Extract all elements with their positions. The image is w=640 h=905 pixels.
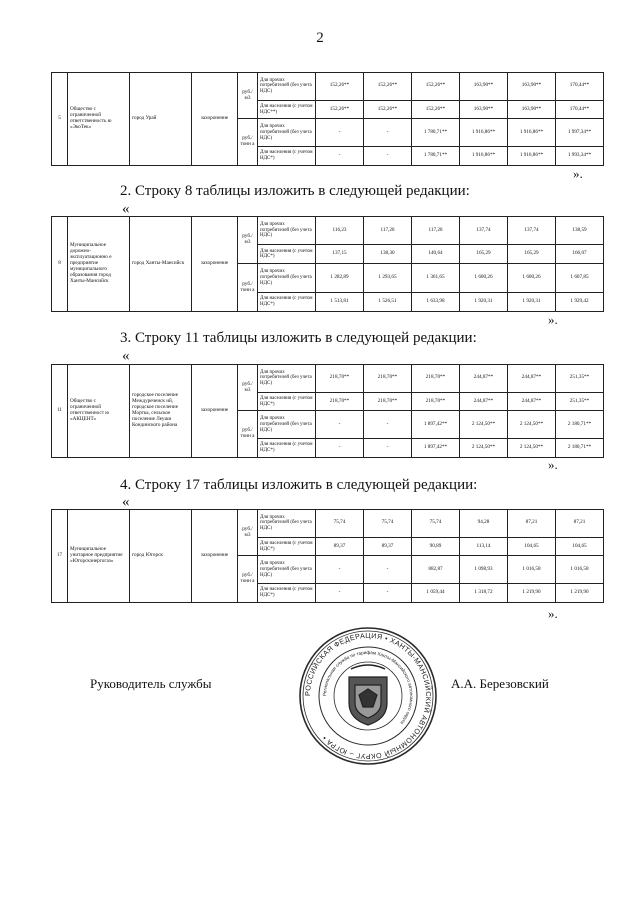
tariff-value-cell: 104,65 [508,537,556,556]
table-row [52,510,604,538]
tariff-value-cell: 251,35** [556,365,604,393]
tariff-value-cell: 163,90** [508,73,556,101]
tariff-value-cell: - [316,147,364,166]
tariff-value-cell: - [364,411,412,439]
tariff-table-row-5 [51,72,604,166]
unit-cell: руб./ тонн а [238,119,258,166]
territory-cell: город Урай [130,73,192,166]
tariff-value-cell: 1 600,26 [508,264,556,292]
row-number-cell: 17 [52,510,68,603]
tariff-value-cell: 1 916,86** [508,119,556,147]
tariff-value-cell: 244,87** [508,365,556,393]
activity-cell: захоронение [192,510,238,603]
tariff-value-cell: - [364,119,412,147]
tariff-value-cell: 1 513,81 [316,292,364,311]
consumer-category-cell: Для населения (с учетом НДС*) [258,292,316,311]
tariff-value-cell: 2 124,50** [460,411,508,439]
table-row [52,217,604,245]
tariff-value-cell: 218,70** [412,365,460,393]
tariff-value-cell: 140,64 [412,245,460,264]
tariff-value-cell: 1 897,42** [412,439,460,458]
tariff-value-cell: 218,70** [412,392,460,411]
tariff-value-cell: 170,44** [556,100,604,119]
tariff-value-cell: 152,26** [364,100,412,119]
tariff-value-cell: 75,74 [364,510,412,538]
tariff-value-cell: - [316,411,364,439]
tariff-value-cell: 1 098,93 [460,556,508,584]
tariff-value-cell: 1 361,65 [412,264,460,292]
heading-row-17: 4. Строку 17 таблицы изложить в следующей редакции: [120,477,478,493]
tariff-value-cell: 138,30 [364,245,412,264]
closing-quote-4: ». [548,606,558,621]
tariff-value-cell: 1 016,58 [508,556,556,584]
tariff-value-cell: 152,26** [364,73,412,101]
activity-cell: захоронение [192,365,238,458]
tariff-value-cell: 1 997,34** [556,119,604,147]
table-row [52,73,604,101]
organization-cell: Общество с ограниченной ответственност ю «АКЦЕНТ» [68,365,130,458]
consumer-category-cell: Для прочих потребителей (без учета НДС) [258,510,316,538]
territory-cell: город Ханты-Мансийск [130,217,192,312]
activity-cell: захоронение [192,217,238,312]
consumer-category-cell: Для населения (с учетом НДС**) [258,100,316,119]
tariff-value-cell: 244,87** [460,392,508,411]
tariff-value-cell: 1 607,85 [556,264,604,292]
consumer-category-cell: Для населения (с учетом НДС*) [258,584,316,603]
row-number-cell: 5 [52,73,68,166]
tariff-value-cell: 1 282,89 [316,264,364,292]
tariff-value-cell: 882,87 [412,556,460,584]
tariff-table-row-11 [51,364,604,458]
unit-cell: руб./ м3 [238,510,258,556]
tariff-value-cell: 113,14 [460,537,508,556]
consumer-category-cell: Для населения (с учетом НДС*) [258,147,316,166]
tariff-value-cell: 2 124,50** [508,411,556,439]
tariff-value-cell: 152,26** [412,100,460,119]
tariff-value-cell: 1 526,51 [364,292,412,311]
row-number-cell: 11 [52,365,68,458]
tariff-value-cell: - [364,556,412,584]
tariff-value-cell: 1 897,42** [412,411,460,439]
tariff-value-cell: 218,70** [316,365,364,393]
unit-cell: руб./ м3 [238,73,258,119]
closing-quote-2: ». [548,312,558,327]
tariff-value-cell: 1 293,65 [364,264,412,292]
tariff-value-cell: - [316,584,364,603]
tariff-value-cell: 152,26** [316,73,364,101]
heading-row-11: 3. Строку 11 таблицы изложить в следующей редакции: [120,330,477,346]
tariff-value-cell: 104,65 [556,537,604,556]
organization-cell: Муниципальное дорожно-эксплуатационно е предприятие муниципального образования город Ханты-Мансийск [68,217,130,312]
tariff-value-cell: 1 633,98 [412,292,460,311]
consumer-category-cell: Для прочих потребителей (без учета НДС) [258,119,316,147]
seal-inner-text: Региональная служба по тарифам Ханты-Мансийского автономного округа [321,649,415,726]
tariff-value-cell: 1 318,72 [460,584,508,603]
tariff-value-cell: - [364,584,412,603]
activity-cell: захоронение [192,73,238,166]
tariff-value-cell: 1 916,86** [508,147,556,166]
tariff-value-cell: 1 780,71** [412,147,460,166]
tariff-value-cell: 117,20 [364,217,412,245]
consumer-category-cell: Для населения (с учетом НДС*) [258,245,316,264]
consumer-category-cell: Для населения (с учетом НДС*) [258,392,316,411]
tariff-value-cell: 75,74 [316,510,364,538]
tariff-value-cell: 1 219,90 [556,584,604,603]
table-row [52,365,604,393]
unit-cell: руб./ м3 [238,217,258,264]
tariff-value-cell: 1 780,71** [412,119,460,147]
tariff-value-cell: 1 059,44 [412,584,460,603]
consumer-category-cell: Для населения (с учетом НДС*) [258,439,316,458]
tariff-value-cell: 116,23 [316,217,364,245]
tariff-value-cell: 1 916,86** [460,119,508,147]
tariff-value-cell: - [316,119,364,147]
tariff-value-cell: - [316,439,364,458]
tariff-value-cell: 251,35** [556,392,604,411]
organization-cell: Муниципальное унитарное предприятие «Югорскэнергогаз» [68,510,130,603]
unit-cell: руб./ м3 [238,365,258,411]
territory-cell: городское поселение Междуреченск ий, городское поселение Мортка, сельское поселение Леуши Кондинского района [130,365,192,458]
tariff-table-row-8 [51,216,604,312]
consumer-category-cell: Для прочих потребителей (без учета НДС) [258,411,316,439]
tariff-value-cell: 163,90** [460,73,508,101]
organization-cell: Общество с ограниченной ответственность ю «ЭкоТек» [68,73,130,166]
tariff-value-cell: 89,37 [364,537,412,556]
tariff-value-cell: 244,87** [508,392,556,411]
tariff-value-cell: 165,29 [460,245,508,264]
tariff-value-cell: 2 180,71** [556,439,604,458]
tariff-value-cell: 165,29 [508,245,556,264]
tariff-value-cell: - [364,147,412,166]
consumer-category-cell: Для прочих потребителей (без учета НДС) [258,73,316,101]
consumer-category-cell: Для прочих потребителей (без учета НДС) [258,556,316,584]
tariff-value-cell: 137,15 [316,245,364,264]
consumer-category-cell: Для прочих потребителей (без учета НДС) [258,264,316,292]
tariff-value-cell: 244,87** [460,365,508,393]
heading-row-8: 2. Строку 8 таблицы изложить в следующей редакции: [120,183,470,199]
tariff-value-cell: 75,74 [412,510,460,538]
tariff-value-cell: 117,20 [412,217,460,245]
tariff-value-cell: 1 916,86** [460,147,508,166]
tariff-value-cell: 137,74 [508,217,556,245]
tariff-value-cell: - [316,556,364,584]
tariff-value-cell: 2 180,71** [556,411,604,439]
tariff-value-cell: 137,74 [460,217,508,245]
tariff-value-cell: 2 124,50** [460,439,508,458]
tariff-value-cell: 1 016,58 [556,556,604,584]
seal-outer-text: РОССИЙСКАЯ ФЕДЕРАЦИЯ • ХАНТЫ-МАНСИЙСКИЙ АВТОНОМНЫЙ ОКРУГ – ЮГРА • [302,630,434,762]
tariff-value-cell: 218,70** [364,392,412,411]
tariff-value-cell: 170,44** [556,73,604,101]
unit-cell: руб./ тонн а [238,556,258,603]
tariff-value-cell: 1 219,90 [508,584,556,603]
page-number: 2 [316,30,324,46]
open-quote-1: « [122,201,130,217]
tariff-value-cell: 218,70** [364,365,412,393]
closing-quote-1: ». [573,166,583,181]
tariff-value-cell: 1 600,26 [460,264,508,292]
tariff-value-cell: 163,90** [460,100,508,119]
tariff-value-cell: 1 993,34** [556,147,604,166]
tariff-value-cell: 1 920,31 [508,292,556,311]
tariff-value-cell: 1 920,31 [460,292,508,311]
tariff-value-cell: 87,21 [556,510,604,538]
consumer-category-cell: Для прочих потребителей (без учета НДС) [258,365,316,393]
official-seal [297,625,439,767]
tariff-value-cell: 2 124,50** [508,439,556,458]
territory-cell: город Югорск [130,510,192,603]
open-quote-3: « [122,494,130,510]
tariff-value-cell: - [364,439,412,458]
tariff-value-cell: 138,59 [556,217,604,245]
tariff-value-cell: 89,37 [316,537,364,556]
row-number-cell: 8 [52,217,68,312]
consumer-category-cell: Для прочих потребителей (без учета НДС) [258,217,316,245]
tariff-value-cell: 152,26** [412,73,460,101]
coat-of-arms-icon [349,665,387,725]
unit-cell: руб./ тонн а [238,411,258,458]
tariff-value-cell: 166,07 [556,245,604,264]
open-quote-2: « [122,348,130,364]
consumer-category-cell: Для населения (с учетом НДС*) [258,537,316,556]
tariff-table-row-17 [51,509,604,603]
tariff-value-cell: 152,26** [316,100,364,119]
tariff-value-cell: 218,70** [316,392,364,411]
signature-name: А.А. Березовский [451,676,549,691]
tariff-value-cell: 87,21 [508,510,556,538]
unit-cell: руб./ тонн а [238,264,258,312]
closing-quote-3: ». [548,457,558,472]
signature-title: Руководитель службы [90,676,212,691]
tariff-value-cell: 163,90** [508,100,556,119]
tariff-value-cell: 1 929,42 [556,292,604,311]
tariff-value-cell: 94,28 [460,510,508,538]
tariff-value-cell: 90,89 [412,537,460,556]
